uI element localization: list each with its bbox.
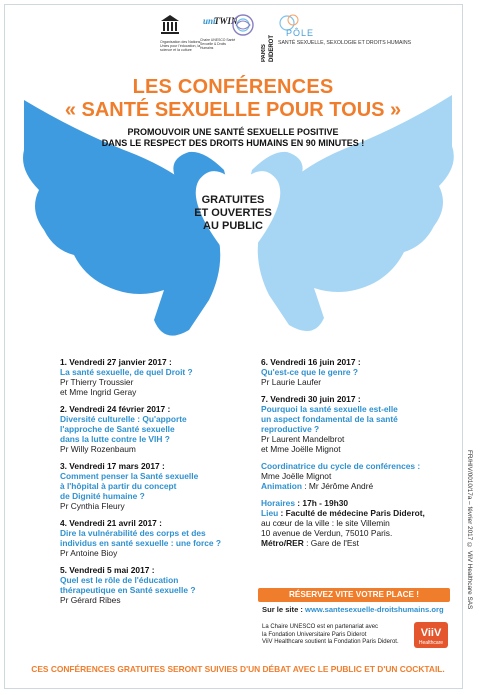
free-open-label: GRATUITES ET OUVERTES AU PUBLIC bbox=[194, 194, 272, 232]
unitwin-caption: Chaire UNESCO Santé Sexuelle & Droits Humains bbox=[200, 38, 236, 50]
practical-info: Horaires : 17h - 19h30 Lieu : Faculté de médecine Paris Diderot, au cœur de la ville : le site Villemin 10 avenue de Verdun, 75010 Paris. Métro/RER : Gare de l'Est bbox=[261, 498, 425, 548]
website-link[interactable]: www.santesexuelle-droitshumains.org bbox=[305, 605, 444, 614]
pole-subtitle: SANTÉ SEXUELLE, SEXOLOGIE ET DROITS HUMAINS bbox=[278, 40, 412, 46]
pole-title: PÔLE bbox=[286, 28, 315, 38]
conference-item: 2. Vendredi 24 février 2017 : Diversité culturelle : Qu'apporte l'approche de Santé sexuelle dans la lutte contre le VIH ? Pr Willy Rozenbaum bbox=[60, 404, 187, 454]
heart-hands-illustration bbox=[14, 0, 462, 360]
svg-text:Healthcare: Healthcare bbox=[418, 640, 444, 646]
viiv-logo-icon bbox=[414, 622, 448, 648]
svg-text:ViiV: ViiV bbox=[420, 627, 442, 639]
conference-item: 1. Vendredi 27 janvier 2017 : La santé sexuelle, de quel Droit ? Pr Thierry Troussier et Mme Ingrid Geray bbox=[60, 357, 193, 397]
paris-diderot-logo: PARIS DIDEROT bbox=[261, 35, 275, 62]
unesco-caption: Organisation des Nations Unies pour l'éducation, la science et la culture bbox=[160, 40, 201, 52]
conference-item: 3. Vendredi 17 mars 2017 : Comment penser la Santé sexuelle à l'hôpital à partir du concept de Dignité humaine ? Pr Cynthia Fleury bbox=[60, 461, 199, 511]
conference-item: 6. Vendredi 16 juin 2017 : Qu'est-ce que le genre ? Pr Laurie Laufer bbox=[261, 357, 361, 387]
page-subtitle: PROMOUVOIR UNE SANTÉ SEXUELLE POSITIVE DANS LE RESPECT DES DROITS HUMAINS EN 90 MINUTES ! bbox=[101, 127, 365, 148]
conference-list-right bbox=[261, 357, 451, 555]
coordination-block: Coordinatrice du cycle de conférences : Mme Joëlle Mignot Animation : Mr Jérôme André bbox=[261, 461, 421, 491]
conference-item: 4. Vendredi 21 avril 2017 : Dire la vulnérabilité des corps et des individus en santé sexuelle : une force ? Pr Antoine Bioy bbox=[60, 518, 222, 558]
conference-item: 7. Vendredi 30 juin 2017 : Pourquoi la santé sexuelle est-elle un aspect fondamental de la santé reproductive ? Pr Laurent Mandelbrot et Mme Joëlle Mignot bbox=[261, 394, 398, 454]
website-line: Sur le site : www.santesexuelle-droitshumains.org bbox=[262, 605, 444, 614]
svg-text:uni: uni bbox=[203, 16, 216, 26]
conference-list-left bbox=[60, 357, 256, 612]
footer-note: CES CONFÉRENCES GRATUITES SERONT SUIVIES D'UN DÉBAT AVEC LE PUBLIC ET D'UN COCKTAIL. bbox=[31, 664, 445, 674]
reserve-button[interactable]: RÉSERVEZ VITE VOTRE PLACE ! bbox=[258, 588, 450, 602]
conference-item: 5. Vendredi 5 mai 2017 : Quel est le rôle de l'éducation thérapeutique en Santé sexuelle ? Pr Gérard Ribes bbox=[60, 565, 196, 605]
page-title-line1: LES CONFÉRENCES bbox=[132, 76, 334, 98]
partners-note: La Chaire UNESCO est en partenariat avec la Fondation Universitaire Paris Diderot ViiV Healthcare soutient la Fondation Paris Diderot. bbox=[262, 624, 399, 646]
page-title-line2: « SANTÉ SEXUELLE POUR TOUS » bbox=[64, 99, 402, 121]
legal-side-note: FR/HIV/0010/17a – février 2017 © ViiV Healthcare SAS bbox=[466, 450, 473, 610]
svg-text:TWIN: TWIN bbox=[214, 16, 238, 26]
